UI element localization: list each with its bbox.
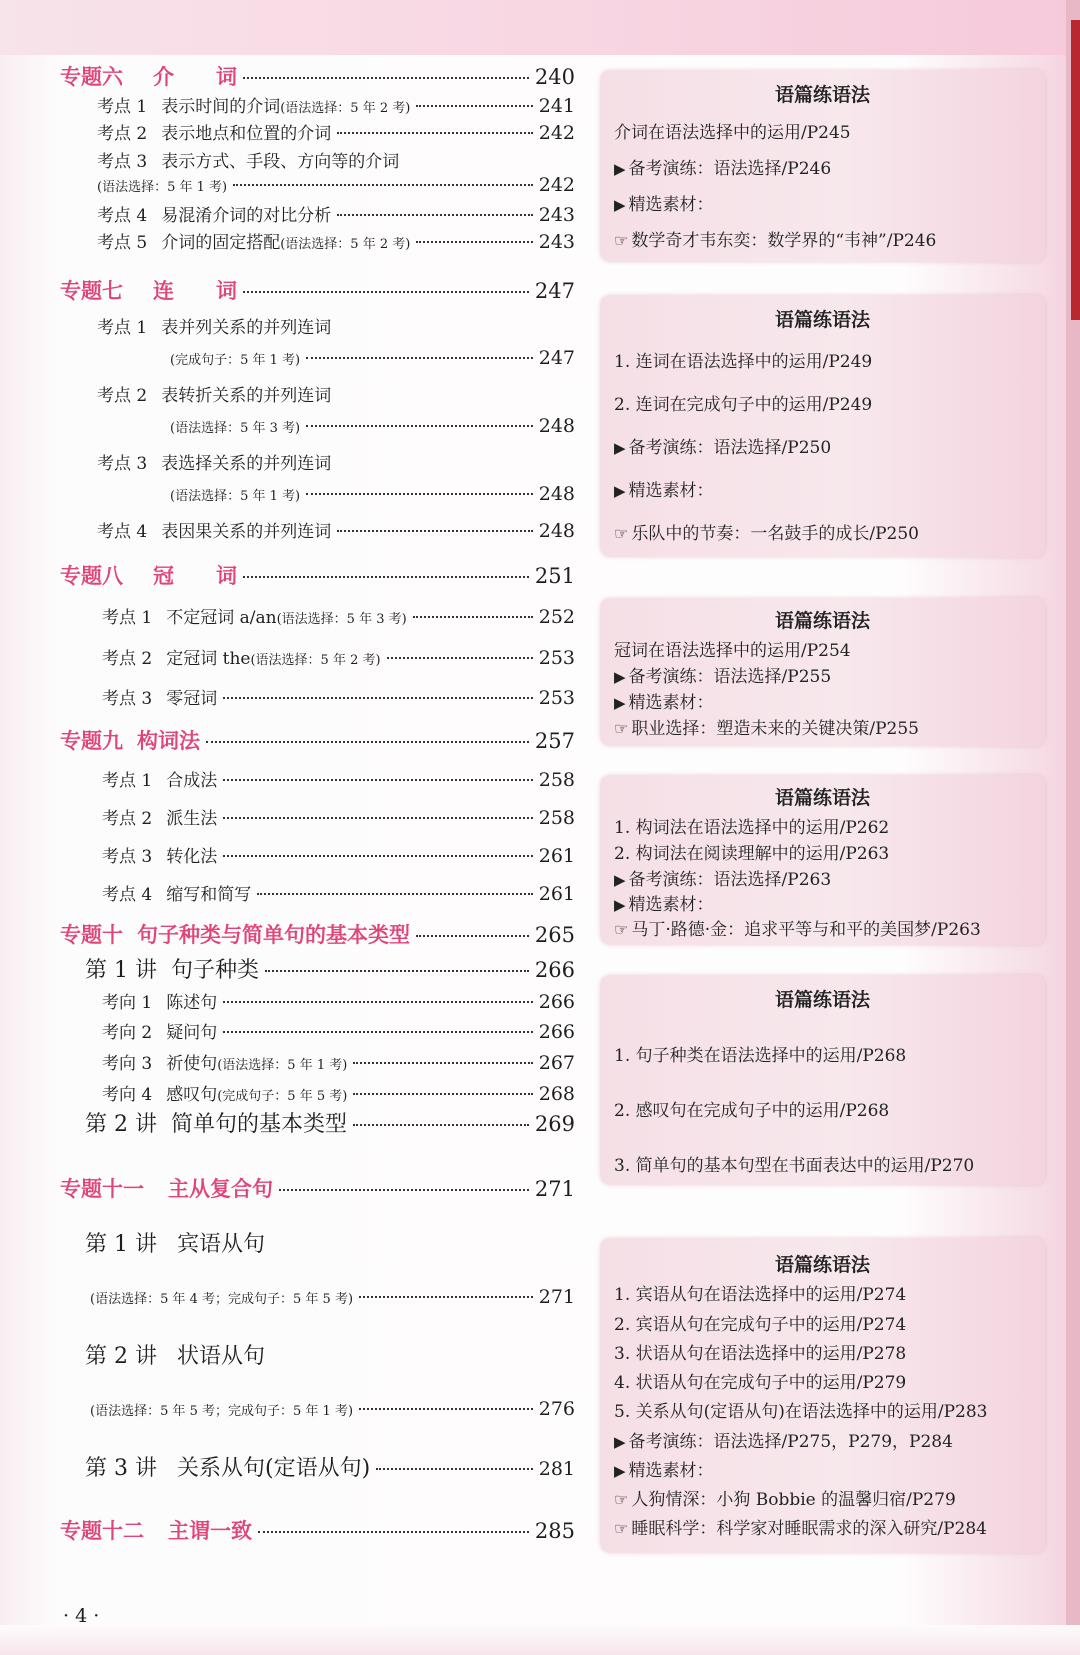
entry-title: 宾语从句 <box>176 1232 265 1257</box>
triangle-bullet-icon: ▶ <box>614 1462 626 1480</box>
card-line[interactable]: 1. 句子种类在语法选择中的运用/P268 <box>614 1046 907 1066</box>
card-line[interactable]: ☞ 人狗情深：小狗 Bobbie 的温馨归宿/P279 <box>614 1490 956 1510</box>
chapter-heading[interactable] <box>60 1173 575 1203</box>
entry-index: 考点 4 <box>97 522 148 542</box>
page-number: 265 <box>534 923 575 947</box>
exam-note: (语法选择：5 年 2 考) <box>280 237 411 252</box>
chapter-title: 构词法 <box>137 729 200 753</box>
entry-index: 第 3 讲 <box>85 1456 157 1481</box>
card-line[interactable]: 2. 连词在完成句子中的运用/P249 <box>614 395 873 415</box>
exam-note: (语法选择：5 年 2 考) <box>280 101 411 116</box>
page-number: 268 <box>538 1083 575 1105</box>
toc-entry[interactable] <box>60 201 575 226</box>
entry-title: 表示方式、手段、方向等的介词 <box>161 152 400 172</box>
card-line[interactable]: 5. 关系从句(定语从句)在语法选择中的运用/P283 <box>614 1402 988 1422</box>
entry-title: 易混淆介词的对比分析 <box>161 206 332 226</box>
entry-index: 考点 3 <box>102 689 153 709</box>
entry-index: 考点 1 <box>97 97 148 117</box>
page-number: 248 <box>538 483 575 505</box>
chapter-index: 专题十一 <box>60 1177 144 1201</box>
entry-index: 第 2 讲 <box>85 1344 157 1369</box>
exam-note: (语法选择：5 年 1 考) <box>170 489 301 504</box>
toc-entry[interactable] <box>60 766 575 791</box>
chapter-title: 主谓一致 <box>168 1519 252 1543</box>
page-number: 269 <box>534 1112 575 1136</box>
entry-index: 考点 1 <box>97 318 148 338</box>
dot-leader <box>306 357 533 359</box>
card-line[interactable]: 3. 状语从句在语法选择中的运用/P278 <box>614 1344 907 1364</box>
practice-card <box>600 295 1045 557</box>
toc-entry[interactable] <box>60 119 575 144</box>
dot-leader <box>223 1001 533 1003</box>
triangle-bullet-icon: ▶ <box>614 160 626 178</box>
entry-index: 考向 4 <box>102 1085 153 1105</box>
dot-leader <box>223 855 533 857</box>
page-number: 276 <box>538 1398 575 1420</box>
dot-leader <box>206 741 529 743</box>
card-line[interactable]: ▶ 备考演练：语法选择/P263 <box>614 870 832 890</box>
toc-entry[interactable] <box>60 603 575 628</box>
page-number: 267 <box>538 1052 575 1074</box>
toc-entry[interactable] <box>60 449 575 474</box>
entry-title: 表示时间的介词 <box>161 97 281 117</box>
entry-index: 考点 5 <box>97 233 148 253</box>
toc-entry[interactable] <box>60 147 575 172</box>
page-number: 243 <box>538 231 575 253</box>
exam-note: (语法选择：5 年 5 考；完成句子：5 年 1 考) <box>90 1404 354 1419</box>
practice-card <box>600 598 1045 746</box>
dot-leader <box>359 1296 533 1298</box>
page-number: 247 <box>534 279 575 303</box>
red-bookmark-tab <box>1071 20 1080 320</box>
practice-card <box>600 775 1045 945</box>
entry-title: 介词的固定搭配 <box>161 233 281 253</box>
card-title: 语篇练语法 <box>774 989 870 1011</box>
exam-note: (语法选择：5 年 1 考) <box>217 1058 348 1073</box>
dot-leader <box>337 214 533 216</box>
card-line[interactable]: 2. 构词法在阅读理解中的运用/P263 <box>614 844 890 864</box>
toc-entry[interactable] <box>60 1018 575 1043</box>
chapter-index: 专题九 <box>60 729 123 753</box>
card-line[interactable]: 1. 连词在语法选择中的运用/P249 <box>614 352 873 372</box>
card-title: 语篇练语法 <box>774 1254 870 1276</box>
exam-note: (语法选择：5 年 1 考) <box>97 180 228 195</box>
card-line[interactable]: 1. 宾语从句在语法选择中的运用/P274 <box>614 1285 907 1305</box>
dot-leader <box>233 184 533 186</box>
chapter-index: 专题十 <box>60 923 123 947</box>
entry-title: 陈述句 <box>166 993 218 1013</box>
entry-title: 感叹句 <box>166 1085 218 1105</box>
toc-entry-continued[interactable] <box>60 483 575 505</box>
page-number: 281 <box>538 1458 575 1480</box>
page-number: 248 <box>538 415 575 437</box>
dot-leader <box>416 935 529 937</box>
dot-leader <box>306 425 533 427</box>
card-line: ▶ 精选素材： <box>614 693 714 713</box>
page-number: 258 <box>538 769 575 791</box>
entry-title: 表因果关系的并列连词 <box>161 522 332 542</box>
page-number: 271 <box>534 1177 575 1201</box>
toc-entry-continued[interactable] <box>60 415 575 437</box>
entry-index: 考点 3 <box>102 847 153 867</box>
page-number: 266 <box>534 958 575 982</box>
chapter-heading[interactable] <box>60 275 575 305</box>
toc-lecture[interactable] <box>60 1227 575 1258</box>
card-line[interactable]: ☞ 睡眠科学：科学家对睡眠需求的深入研究/P284 <box>614 1519 987 1539</box>
entry-index: 考点 2 <box>102 649 153 669</box>
chapter-heading[interactable] <box>60 725 575 755</box>
dot-leader <box>353 1093 532 1095</box>
dot-leader <box>353 1062 532 1064</box>
entry-index: 第 1 讲 <box>85 958 157 983</box>
triangle-bullet-icon: ▶ <box>614 1433 626 1451</box>
card-title: 语篇练语法 <box>774 787 870 809</box>
card-line[interactable]: 介词在语法选择中的运用/P245 <box>614 123 851 143</box>
dot-leader <box>243 291 529 293</box>
dot-leader <box>243 576 529 578</box>
card-line[interactable]: ☞ 职业选择：塑造未来的关键决策/P255 <box>614 719 919 739</box>
exam-note: (语法选择：5 年 3 考) <box>170 421 301 436</box>
chapter-title: 介 词 <box>153 65 237 89</box>
card-line[interactable]: ☞ 乐队中的节奏：一名鼓手的成长/P250 <box>614 524 919 544</box>
entry-title: 缩写和简写 <box>166 885 252 905</box>
entry-title: 转化法 <box>166 847 218 867</box>
entry-title: 表选择关系的并列连词 <box>161 454 332 474</box>
dot-leader <box>243 77 529 79</box>
chapter-index: 专题六 <box>60 65 123 89</box>
pointing-hand-icon: ☞ <box>614 524 629 543</box>
card-title: 语篇练语法 <box>774 610 870 632</box>
card-line[interactable]: ☞ 马丁·路德·金：追求平等与和平的美国梦/P263 <box>614 920 981 940</box>
dot-leader <box>416 241 532 243</box>
toc-entry[interactable] <box>60 804 575 829</box>
entry-title: 疑问句 <box>166 1023 218 1043</box>
exam-note: (完成句子：5 年 5 考) <box>217 1089 348 1104</box>
page-number: 251 <box>534 564 575 588</box>
card-title: 语篇练语法 <box>774 84 870 106</box>
page-number: 252 <box>538 606 575 628</box>
entry-title: 祈使句 <box>166 1054 218 1074</box>
entry-title: 表示地点和位置的介词 <box>161 124 332 144</box>
pointing-hand-icon: ☞ <box>614 1490 629 1509</box>
card-line: ▶ 精选素材： <box>614 195 714 215</box>
page-number: 253 <box>538 647 575 669</box>
card-title: 语篇练语法 <box>774 309 870 331</box>
entry-title: 关系从句(定语从句) <box>176 1456 371 1481</box>
entry-index: 第 1 讲 <box>85 1232 157 1257</box>
toc-lecture[interactable] <box>60 1107 575 1138</box>
exam-note: (语法选择：5 年 3 考) <box>276 612 407 627</box>
entry-index: 考向 1 <box>102 993 153 1013</box>
exam-note: (语法选择：5 年 4 考；完成句子：5 年 5 考) <box>90 1292 354 1307</box>
dot-leader <box>376 1468 533 1470</box>
card-line[interactable]: 2. 感叹句在完成句子中的运用/P268 <box>614 1101 890 1121</box>
chapter-heading[interactable] <box>60 1515 575 1545</box>
entry-index: 考点 2 <box>97 386 148 406</box>
entry-title: 不定冠词 a/an <box>166 608 277 628</box>
page-number: 271 <box>538 1286 575 1308</box>
dot-leader <box>413 616 533 618</box>
chapter-index: 专题八 <box>60 564 123 588</box>
toc-entry[interactable] <box>60 381 575 406</box>
page-number: 257 <box>534 729 575 753</box>
dot-leader <box>265 970 529 972</box>
dot-leader <box>353 1124 529 1126</box>
page-number: 240 <box>534 65 575 89</box>
toc-entry-continued[interactable] <box>60 174 575 196</box>
pointing-hand-icon: ☞ <box>614 1519 629 1538</box>
page-number: 266 <box>538 1021 575 1043</box>
page-number-footer: · 4 · <box>63 1605 100 1627</box>
dot-leader <box>359 1408 533 1410</box>
triangle-bullet-icon: ▶ <box>614 668 626 686</box>
entry-index: 考点 4 <box>97 206 148 226</box>
toc-entry[interactable] <box>60 644 575 669</box>
toc-lecture[interactable] <box>60 1339 575 1370</box>
toc-lecture[interactable] <box>60 953 575 984</box>
toc-lecture[interactable] <box>60 1451 575 1482</box>
page-number: 241 <box>538 95 575 117</box>
entry-title: 表转折关系的并列连词 <box>161 386 332 406</box>
page-number: 258 <box>538 807 575 829</box>
dot-leader <box>223 779 533 781</box>
toc-entry[interactable] <box>60 313 575 338</box>
pointing-hand-icon: ☞ <box>614 920 629 939</box>
dot-leader <box>257 893 533 895</box>
practice-card <box>600 70 1045 262</box>
card-line: ▶ 精选素材： <box>614 1461 714 1481</box>
practice-card <box>600 975 1045 1185</box>
entry-index: 考点 3 <box>97 152 148 172</box>
entry-title: 句子种类 <box>170 958 259 983</box>
dot-leader <box>223 697 533 699</box>
dot-leader <box>279 1189 529 1191</box>
card-line[interactable]: 冠词在语法选择中的运用/P254 <box>614 641 851 661</box>
chapter-index: 专题十二 <box>60 1519 144 1543</box>
dot-leader <box>416 105 532 107</box>
toc-entry[interactable] <box>60 988 575 1013</box>
toc-entry[interactable] <box>60 1080 575 1105</box>
entry-index: 考向 2 <box>102 1023 153 1043</box>
practice-card <box>600 1238 1045 1553</box>
card-line[interactable]: ▶ 备考演练：语法选择/P275，P279，P284 <box>614 1432 953 1452</box>
dot-leader <box>306 493 533 495</box>
toc-entry-continued[interactable] <box>60 1398 575 1420</box>
entry-title: 简单句的基本类型 <box>170 1112 347 1137</box>
toc-entry-continued[interactable] <box>60 347 575 369</box>
pointing-hand-icon: ☞ <box>614 231 629 250</box>
card-line[interactable]: 3. 简单句的基本句型在书面表达中的运用/P270 <box>614 1156 975 1176</box>
chapter-index: 专题七 <box>60 279 123 303</box>
entry-title: 派生法 <box>166 809 218 829</box>
dot-leader <box>337 530 533 532</box>
entry-index: 考向 3 <box>102 1054 153 1074</box>
card-line: ▶ 精选素材： <box>614 895 714 915</box>
exam-note: (完成句子：5 年 1 考) <box>170 353 301 368</box>
pointing-hand-icon: ☞ <box>614 719 629 738</box>
entry-title: 状语从句 <box>176 1344 265 1369</box>
entry-index: 考点 4 <box>102 885 153 905</box>
page-number: 242 <box>538 174 575 196</box>
card-line[interactable]: ▶ 备考演练：语法选择/P255 <box>614 667 832 687</box>
page-bottom-band <box>0 1625 1080 1655</box>
exam-note: (语法选择：5 年 2 考) <box>250 653 381 668</box>
dot-leader <box>387 657 533 659</box>
card-line[interactable]: ▶ 备考演练：语法选择/P250 <box>614 438 832 458</box>
dot-leader <box>258 1531 529 1533</box>
toc-entry[interactable] <box>60 92 575 117</box>
page-number: 247 <box>538 347 575 369</box>
toc-entry[interactable] <box>60 684 575 709</box>
entry-title: 合成法 <box>166 771 218 791</box>
chapter-heading[interactable] <box>60 61 575 91</box>
page-number: 242 <box>538 122 575 144</box>
dot-leader <box>337 132 533 134</box>
entry-index: 考点 3 <box>97 454 148 474</box>
card-line: ▶ 精选素材： <box>614 481 714 501</box>
triangle-bullet-icon: ▶ <box>614 439 626 457</box>
entry-title: 表并列关系的并列连词 <box>161 318 332 338</box>
triangle-bullet-icon: ▶ <box>614 896 626 914</box>
page-number: 261 <box>538 883 575 905</box>
chapter-title: 连 词 <box>153 279 237 303</box>
entry-index: 考点 1 <box>102 771 153 791</box>
toc-entry[interactable] <box>60 1049 575 1074</box>
chapter-heading[interactable] <box>60 560 575 590</box>
dot-leader <box>223 1031 533 1033</box>
triangle-bullet-icon: ▶ <box>614 694 626 712</box>
chapter-title: 冠 词 <box>153 564 237 588</box>
page-number: 253 <box>538 687 575 709</box>
page-number: 243 <box>538 204 575 226</box>
page-top-band <box>0 0 1080 55</box>
toc-entry[interactable] <box>60 228 575 253</box>
page-number: 266 <box>538 991 575 1013</box>
triangle-bullet-icon: ▶ <box>614 196 626 214</box>
triangle-bullet-icon: ▶ <box>614 482 626 500</box>
entry-index: 考点 2 <box>102 809 153 829</box>
card-line[interactable]: 2. 宾语从句在完成句子中的运用/P274 <box>614 1315 907 1335</box>
page-number: 261 <box>538 845 575 867</box>
triangle-bullet-icon: ▶ <box>614 871 626 889</box>
entry-title: 定冠词 the <box>166 649 251 669</box>
card-line[interactable]: 4. 状语从句在完成句子中的运用/P279 <box>614 1373 907 1393</box>
card-line[interactable]: 1. 构词法在语法选择中的运用/P262 <box>614 818 890 838</box>
entry-title: 零冠词 <box>166 689 218 709</box>
chapter-title: 句子种类与简单句的基本类型 <box>137 923 410 947</box>
toc-entry[interactable] <box>60 880 575 905</box>
entry-index: 第 2 讲 <box>85 1112 157 1137</box>
chapter-heading[interactable] <box>60 919 575 949</box>
toc-entry[interactable] <box>60 842 575 867</box>
dot-leader <box>223 817 533 819</box>
page-number: 285 <box>534 1519 575 1543</box>
toc-entry[interactable] <box>60 517 575 542</box>
page-number: 248 <box>538 520 575 542</box>
card-line[interactable]: ▶ 备考演练：语法选择/P246 <box>614 159 832 179</box>
card-line[interactable]: ☞ 数学奇才韦东奕：数学界的“韦神”/P246 <box>614 231 937 251</box>
entry-index: 考点 2 <box>97 124 148 144</box>
entry-index: 考点 1 <box>102 608 153 628</box>
toc-entry-continued[interactable] <box>60 1286 575 1308</box>
chapter-title: 主从复合句 <box>168 1177 273 1201</box>
